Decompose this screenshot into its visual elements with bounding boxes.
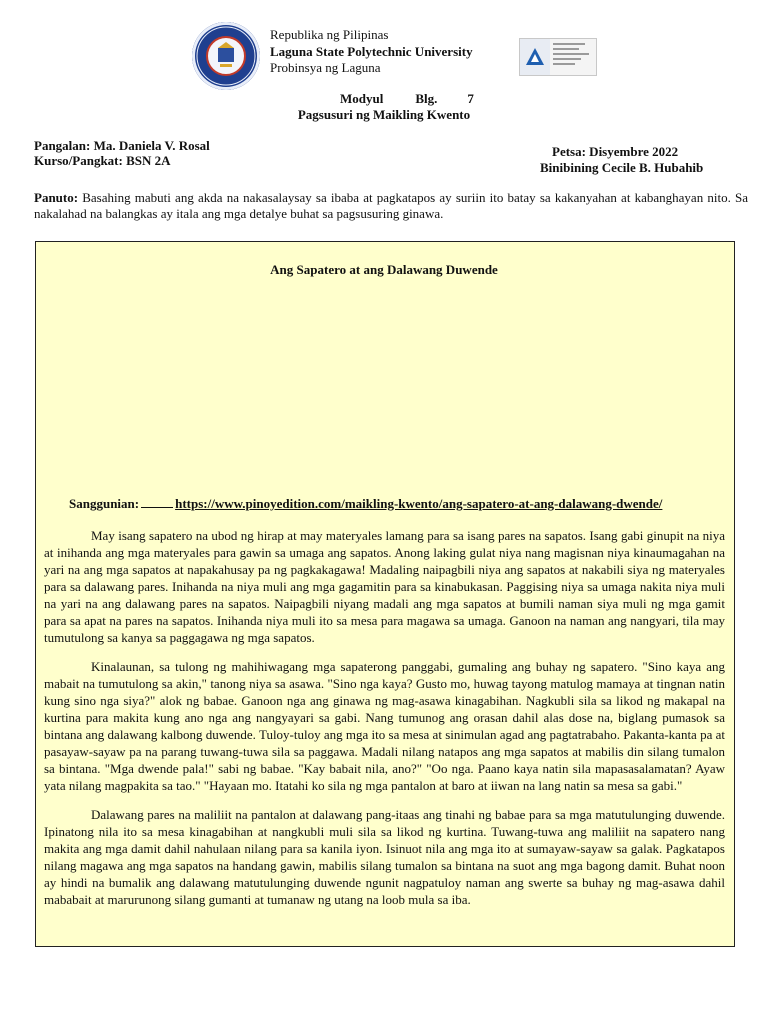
instructions	[34, 190, 748, 222]
story-title: Ang Sapatero at ang Dalawang Duwende	[270, 262, 498, 277]
module-word: Modyul	[340, 91, 384, 106]
source-link[interactable]: https://www.pinoyedition.com/maikling-kwento/ang-sapatero-at-ang-dalawang-dwende/	[175, 496, 663, 511]
source-reference	[69, 496, 662, 512]
module-number: 7	[467, 91, 474, 106]
instructions-label: Panuto:	[34, 190, 79, 205]
university-seal-logo	[192, 22, 260, 90]
story-body	[44, 527, 725, 920]
student-course: Kurso/Pangkat: BSN 2A	[34, 153, 171, 168]
module-number-line	[340, 91, 474, 107]
iso-certification-badge	[519, 38, 597, 76]
story-paragraph: Dalawang pares na maliliit na pantalon at dalawang pang-itaas ang tinahi ng babae para sa mga matutulunging duwende. Ipinatong nila ito sa mesa kinagabihan at nangkubli muli sila sa likod ng kurtina. Tuwang-tuwa ang maliliit na sapatero nang makita ang mga damit dahil nahulaan nilang para sa kanila iyon. Isinuot nila ang mga ito at sumayaw-sayaw sa galak. Pagkatapos nilang magawa ang mga sapatos na handang gawin, mabilis silang tumalon sa bintana na suot ang mga bagong damit. Buhat noon ay hindi na bumalik ang dalawang matutulunging duwende ngunit nagpatuloy naman ang swerte sa buhay ng mag-asawa dahil mababait at marurunong silang gumanti at tumanaw ng utang na loob mula sa iba.	[44, 807, 725, 907]
submission-date: Petsa: Disyembre 2022	[552, 144, 679, 159]
teacher-name: Binibining Cecile B. Hubahib	[540, 160, 704, 175]
province-name: Probinsya ng Laguna	[270, 60, 381, 75]
story-paragraph: Kinalaunan, sa tulong ng mahihiwagang mga sapaterong panggabi, gumaling ang buhay ng sapatero. "Sino kaya ang mabait na tumutulong sa akin," tanong niya sa asawa. "Sino nga kaya? Gusto mo, huwag tayong matulog mamaya at tingnan natin kung sino nga siya?" alok ng babae. Ganoon nga ang ginawa ng mag-asawa kinagabihan. Nagkubli sila sa likod ng makapal na kurtina para makita kung ano nga ang nangyayari sa gabi. Nang tumunog ang orasan dahil alas dose na, biglang pumasok sa bintana ang dalawang kalbong duwende. Tuloy-tuloy ang mga ito sa mesa at sinimulan agad ang pagtatrabaho. Pakanta-kanta pa at pasayaw-sayaw pa na parang tuwang-tuwa sila sa paggawa. Madali nilang natapos ang mga sapatos at mabilis din silang tumalon sa bintana. "Mga dwende pala!" sabi ng babae. "Kay babait nila, ano?" "Oo nga. Paano kaya natin sila mapasasalamatan? Ayaw yata nilang magpakita sa tao." "Hayaan mo. Itatahi ko sila ng mga pantalon at baro at iiwan na lang natin sa mesa sa gabi."	[44, 659, 725, 793]
university-name: Laguna State Polytechnic University	[270, 44, 473, 59]
instructions-text: Basahing mabuti ang akda na nakasalaysay sa ibaba at pagkatapos ay suriin ito batay sa kakanyahan at kabanghayan nito. Sa nakalahad na balangkas ay itala ang mga detalye buhat sa pagsusuring ginawa.	[34, 190, 748, 221]
module-title: Pagsusuri ng Maikling Kwento	[297, 107, 471, 122]
source-label: Sanggunian:	[69, 496, 140, 511]
country-name: Republika ng Pilipinas	[270, 27, 389, 42]
story-paragraph: May isang sapatero na ubod ng hirap at may materyales lamang para sa isang pares na sapatos. Isang gabi ginupit na niya at inihanda ang mga materyales para gawin sa umaga ang sapatos. Anong laking gulat niya nang magisnan niya kinaumagahan na yari na ang mga sapatos at napakahusay pa ng pagkakagawa! Madaling naipagbili niya ang sapatos at nakabili siya ng materyales para sa dalawang pares. Inihanda na niya muli ang mga gagamitin para sa kinabukasan. Paggising niya sa umaga nakita niya muli na yari na ang dalawang pares na sapatos. Naipagbili niyang madali ang mga sapatos at bumili naman siya muli ng mga gamit para sa apat na pares na sapatos. Inihanda niya muli ito sa mesa para magawa sa umaga. Ganoon na naman ang nangyari, tila may tumutulong sa kanya sa paggagawa ng mga sapatos.	[44, 528, 725, 645]
student-name: Pangalan: Ma. Daniela V. Rosal	[34, 138, 210, 153]
tuv-triangle-icon	[520, 39, 550, 75]
module-blg: Blg.	[415, 91, 438, 106]
certification-text-lines	[550, 39, 596, 75]
